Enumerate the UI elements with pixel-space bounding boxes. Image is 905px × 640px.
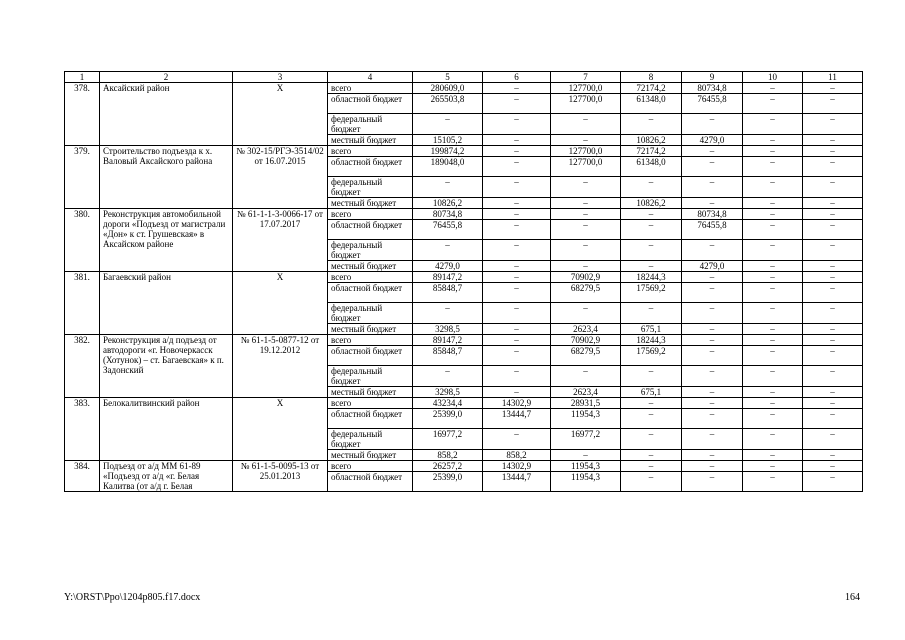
amount-cell: 127700,0	[551, 157, 621, 177]
column-number: 9	[682, 72, 743, 83]
amount-cell: –	[743, 177, 803, 198]
amount-cell: –	[682, 398, 743, 409]
amount-cell: 80734,8	[682, 83, 743, 94]
funding-source: областной бюджет	[328, 346, 413, 366]
funding-source: федеральный бюджет	[328, 429, 413, 450]
amount-cell: –	[682, 303, 743, 324]
funding-source: федеральный бюджет	[328, 177, 413, 198]
amount-cell: –	[621, 114, 682, 135]
amount-cell: –	[682, 240, 743, 261]
amount-cell: –	[682, 346, 743, 366]
item-number: 381.	[65, 272, 100, 335]
amount-cell: 265503,8	[413, 94, 483, 114]
amount-cell: –	[483, 303, 551, 324]
amount-cell: –	[743, 220, 803, 240]
amount-cell: –	[803, 346, 863, 366]
design-document: № 61-1-5-0877-12 от 19.12.2012	[233, 335, 328, 398]
amount-cell: –	[682, 198, 743, 209]
amount-cell: –	[621, 261, 682, 272]
design-document: № 302-15/РГЭ-3514/02 от 16.07.2015	[233, 146, 328, 209]
amount-cell: –	[803, 398, 863, 409]
amount-cell: –	[483, 346, 551, 366]
design-document: № 61-1-1-3-0066-17 от 17.07.2017	[233, 209, 328, 272]
amount-cell: –	[483, 94, 551, 114]
amount-cell: –	[743, 114, 803, 135]
amount-cell: –	[743, 398, 803, 409]
amount-cell: 68279,5	[551, 346, 621, 366]
amount-cell: –	[621, 303, 682, 324]
amount-cell: 25399,0	[413, 409, 483, 429]
funding-source: всего	[328, 272, 413, 283]
amount-cell: –	[743, 94, 803, 114]
amount-cell: –	[743, 240, 803, 261]
amount-cell: –	[682, 409, 743, 429]
amount-cell: 3298,5	[413, 387, 483, 398]
amount-cell: 61348,0	[621, 94, 682, 114]
column-number-row	[65, 72, 863, 83]
design-document: Х	[233, 398, 328, 461]
funding-source: областной бюджет	[328, 409, 413, 429]
amount-cell: –	[551, 303, 621, 324]
amount-cell: 10826,2	[621, 198, 682, 209]
amount-cell: –	[483, 366, 551, 387]
amount-cell: 13444,7	[483, 409, 551, 429]
amount-cell: –	[682, 461, 743, 472]
item-number: 383.	[65, 398, 100, 461]
funding-source: местный бюджет	[328, 450, 413, 461]
amount-cell: 85848,7	[413, 283, 483, 303]
amount-cell: 11954,3	[551, 472, 621, 492]
amount-cell: –	[743, 387, 803, 398]
column-number: 10	[743, 72, 803, 83]
column-number: 8	[621, 72, 682, 83]
item-name: Подъезд от а/д ММ 61-89 «Подъезд от а/д «г. Белая Калитва (от а/д г. Белая	[100, 461, 233, 492]
amount-cell: –	[551, 450, 621, 461]
amount-cell: 280609,0	[413, 83, 483, 94]
table-row	[65, 335, 863, 346]
item-name: Белокалитвинский район	[100, 398, 233, 461]
amount-cell: –	[621, 209, 682, 220]
amount-cell: –	[803, 324, 863, 335]
column-number: 3	[233, 72, 328, 83]
amount-cell: –	[743, 157, 803, 177]
funding-source: всего	[328, 398, 413, 409]
amount-cell: 3298,5	[413, 324, 483, 335]
design-document: Х	[233, 83, 328, 146]
amount-cell: –	[621, 450, 682, 461]
amount-cell: 127700,0	[551, 146, 621, 157]
amount-cell: 17569,2	[621, 283, 682, 303]
amount-cell: –	[803, 461, 863, 472]
amount-cell: 80734,8	[413, 209, 483, 220]
amount-cell: –	[803, 94, 863, 114]
amount-cell: –	[551, 261, 621, 272]
amount-cell: 25399,0	[413, 472, 483, 492]
funding-source: областной бюджет	[328, 472, 413, 492]
amount-cell: –	[483, 114, 551, 135]
table-row	[65, 146, 863, 157]
amount-cell: –	[743, 272, 803, 283]
budget-table	[64, 71, 863, 492]
amount-cell: –	[743, 472, 803, 492]
amount-cell: –	[621, 398, 682, 409]
amount-cell: –	[483, 83, 551, 94]
amount-cell: –	[803, 146, 863, 157]
funding-source: областной бюджет	[328, 283, 413, 303]
column-number: 5	[413, 72, 483, 83]
amount-cell: 858,2	[413, 450, 483, 461]
amount-cell: –	[621, 177, 682, 198]
amount-cell: –	[621, 240, 682, 261]
item-number: 379.	[65, 146, 100, 209]
amount-cell: 858,2	[483, 450, 551, 461]
amount-cell: 675,1	[621, 387, 682, 398]
funding-source: федеральный бюджет	[328, 366, 413, 387]
amount-cell: –	[803, 209, 863, 220]
amount-cell: 4279,0	[413, 261, 483, 272]
design-document: № 61-1-5-0095-13 от 25.01.2013	[233, 461, 328, 492]
amount-cell: –	[621, 472, 682, 492]
amount-cell: –	[483, 429, 551, 450]
amount-cell: –	[682, 472, 743, 492]
amount-cell: –	[621, 366, 682, 387]
amount-cell: –	[551, 114, 621, 135]
amount-cell: –	[413, 114, 483, 135]
funding-source: областной бюджет	[328, 220, 413, 240]
design-document: Х	[233, 272, 328, 335]
amount-cell: 76455,8	[413, 220, 483, 240]
amount-cell: –	[803, 220, 863, 240]
amount-cell: 199874,2	[413, 146, 483, 157]
item-name: Багаевский район	[100, 272, 233, 335]
amount-cell: –	[413, 240, 483, 261]
amount-cell: –	[621, 220, 682, 240]
funding-source: федеральный бюджет	[328, 240, 413, 261]
column-number: 11	[803, 72, 863, 83]
amount-cell: –	[621, 429, 682, 450]
amount-cell: –	[682, 366, 743, 387]
amount-cell: –	[803, 83, 863, 94]
amount-cell: –	[483, 146, 551, 157]
funding-source: федеральный бюджет	[328, 303, 413, 324]
amount-cell: –	[483, 157, 551, 177]
amount-cell: –	[682, 283, 743, 303]
amount-cell: 11954,3	[551, 409, 621, 429]
item-number: 378.	[65, 83, 100, 146]
amount-cell: –	[803, 472, 863, 492]
amount-cell: 70902,9	[551, 335, 621, 346]
amount-cell: –	[803, 135, 863, 146]
amount-cell: 10826,2	[413, 198, 483, 209]
amount-cell: –	[483, 324, 551, 335]
amount-cell: –	[483, 198, 551, 209]
amount-cell: 2623,4	[551, 387, 621, 398]
table-row	[65, 398, 863, 409]
funding-source: местный бюджет	[328, 261, 413, 272]
item-number: 380.	[65, 209, 100, 272]
amount-cell: 70902,9	[551, 272, 621, 283]
funding-source: всего	[328, 335, 413, 346]
amount-cell: –	[743, 261, 803, 272]
column-number: 1	[65, 72, 100, 83]
file-path-footer: Y:\ORST\Ppo\1204p805.f17.docx	[64, 592, 201, 603]
amount-cell: –	[682, 272, 743, 283]
amount-cell: 80734,8	[682, 209, 743, 220]
amount-cell: 4279,0	[682, 261, 743, 272]
amount-cell: –	[803, 366, 863, 387]
amount-cell: 76455,8	[682, 220, 743, 240]
amount-cell: –	[803, 240, 863, 261]
amount-cell: 85848,7	[413, 346, 483, 366]
amount-cell: 68279,5	[551, 283, 621, 303]
amount-cell: –	[743, 409, 803, 429]
amount-cell: –	[803, 387, 863, 398]
funding-source: местный бюджет	[328, 198, 413, 209]
amount-cell: –	[743, 283, 803, 303]
item-number: 382.	[65, 335, 100, 398]
amount-cell: 10826,2	[621, 135, 682, 146]
amount-cell: –	[803, 177, 863, 198]
amount-cell: –	[743, 303, 803, 324]
amount-cell: –	[743, 324, 803, 335]
amount-cell: –	[803, 450, 863, 461]
amount-cell: –	[682, 450, 743, 461]
amount-cell: –	[551, 366, 621, 387]
amount-cell: –	[621, 409, 682, 429]
amount-cell: 15105,2	[413, 135, 483, 146]
amount-cell: –	[682, 335, 743, 346]
item-name: Аксайский район	[100, 83, 233, 146]
amount-cell: –	[551, 240, 621, 261]
column-number: 7	[551, 72, 621, 83]
amount-cell: –	[551, 135, 621, 146]
amount-cell: –	[743, 146, 803, 157]
amount-cell: –	[483, 240, 551, 261]
amount-cell: –	[483, 283, 551, 303]
amount-cell: –	[743, 450, 803, 461]
amount-cell: 675,1	[621, 324, 682, 335]
amount-cell: –	[483, 135, 551, 146]
amount-cell: 189048,0	[413, 157, 483, 177]
table-body	[65, 72, 863, 492]
amount-cell: 17569,2	[621, 346, 682, 366]
table-row	[65, 209, 863, 220]
amount-cell: 14302,9	[483, 461, 551, 472]
amount-cell: –	[413, 177, 483, 198]
amount-cell: –	[483, 387, 551, 398]
amount-cell: –	[803, 283, 863, 303]
amount-cell: –	[743, 335, 803, 346]
amount-cell: –	[803, 261, 863, 272]
amount-cell: –	[803, 114, 863, 135]
amount-cell: 127700,0	[551, 83, 621, 94]
amount-cell: –	[483, 220, 551, 240]
amount-cell: –	[743, 135, 803, 146]
amount-cell: –	[803, 303, 863, 324]
amount-cell: 28931,5	[551, 398, 621, 409]
item-name: Реконструкция а/д подъезд от автодороги «г. Новочеркасск (Хотунок) – ст. Багаевская» к п. Задонский	[100, 335, 233, 398]
funding-source: областной бюджет	[328, 157, 413, 177]
amount-cell: –	[803, 409, 863, 429]
funding-source: местный бюджет	[328, 387, 413, 398]
amount-cell: –	[803, 272, 863, 283]
amount-cell: –	[803, 157, 863, 177]
amount-cell: 76455,8	[682, 94, 743, 114]
amount-cell: –	[682, 429, 743, 450]
funding-source: всего	[328, 83, 413, 94]
amount-cell: –	[682, 157, 743, 177]
amount-cell: –	[682, 114, 743, 135]
amount-cell: –	[682, 324, 743, 335]
page-number: 164	[845, 592, 860, 603]
amount-cell: –	[803, 335, 863, 346]
amount-cell: –	[413, 303, 483, 324]
amount-cell: 13444,7	[483, 472, 551, 492]
amount-cell: –	[803, 429, 863, 450]
funding-source: всего	[328, 209, 413, 220]
amount-cell: 89147,2	[413, 335, 483, 346]
table-row	[65, 83, 863, 94]
funding-source: федеральный бюджет	[328, 114, 413, 135]
amount-cell: –	[743, 366, 803, 387]
amount-cell: –	[483, 177, 551, 198]
amount-cell: –	[743, 429, 803, 450]
funding-source: областной бюджет	[328, 94, 413, 114]
amount-cell: –	[483, 261, 551, 272]
amount-cell: 127700,0	[551, 94, 621, 114]
amount-cell: 61348,0	[621, 157, 682, 177]
amount-cell: –	[551, 177, 621, 198]
amount-cell: –	[483, 335, 551, 346]
amount-cell: 18244,3	[621, 335, 682, 346]
amount-cell: –	[682, 146, 743, 157]
amount-cell: –	[743, 198, 803, 209]
amount-cell: 4279,0	[682, 135, 743, 146]
funding-source: местный бюджет	[328, 135, 413, 146]
amount-cell: 2623,4	[551, 324, 621, 335]
amount-cell: 72174,2	[621, 83, 682, 94]
amount-cell: 16977,2	[551, 429, 621, 450]
amount-cell: –	[743, 346, 803, 366]
amount-cell: –	[682, 177, 743, 198]
funding-source: местный бюджет	[328, 324, 413, 335]
amount-cell: –	[483, 209, 551, 220]
funding-source: всего	[328, 461, 413, 472]
amount-cell: –	[551, 198, 621, 209]
table-row	[65, 461, 863, 472]
amount-cell: –	[483, 272, 551, 283]
amount-cell: 18244,3	[621, 272, 682, 283]
amount-cell: –	[551, 209, 621, 220]
amount-cell: 72174,2	[621, 146, 682, 157]
amount-cell: –	[743, 209, 803, 220]
amount-cell: –	[803, 198, 863, 209]
amount-cell: –	[743, 83, 803, 94]
amount-cell: 14302,9	[483, 398, 551, 409]
amount-cell: –	[743, 461, 803, 472]
item-name: Строительство подъезда к х. Валовый Аксайского района	[100, 146, 233, 209]
item-name: Реконструкция автомобильной дороги «Подъезд от магистрали «Дон» к ст. Грушевская» в Аксайском районе	[100, 209, 233, 272]
funding-source: всего	[328, 146, 413, 157]
column-number: 2	[100, 72, 233, 83]
table-row	[65, 272, 863, 283]
amount-cell: 16977,2	[413, 429, 483, 450]
column-number: 6	[483, 72, 551, 83]
amount-cell: 89147,2	[413, 272, 483, 283]
amount-cell: 11954,3	[551, 461, 621, 472]
amount-cell: –	[621, 461, 682, 472]
amount-cell: 43234,4	[413, 398, 483, 409]
amount-cell: 26257,2	[413, 461, 483, 472]
item-number: 384.	[65, 461, 100, 492]
amount-cell: –	[682, 387, 743, 398]
column-number: 4	[328, 72, 413, 83]
amount-cell: –	[551, 220, 621, 240]
amount-cell: –	[413, 366, 483, 387]
